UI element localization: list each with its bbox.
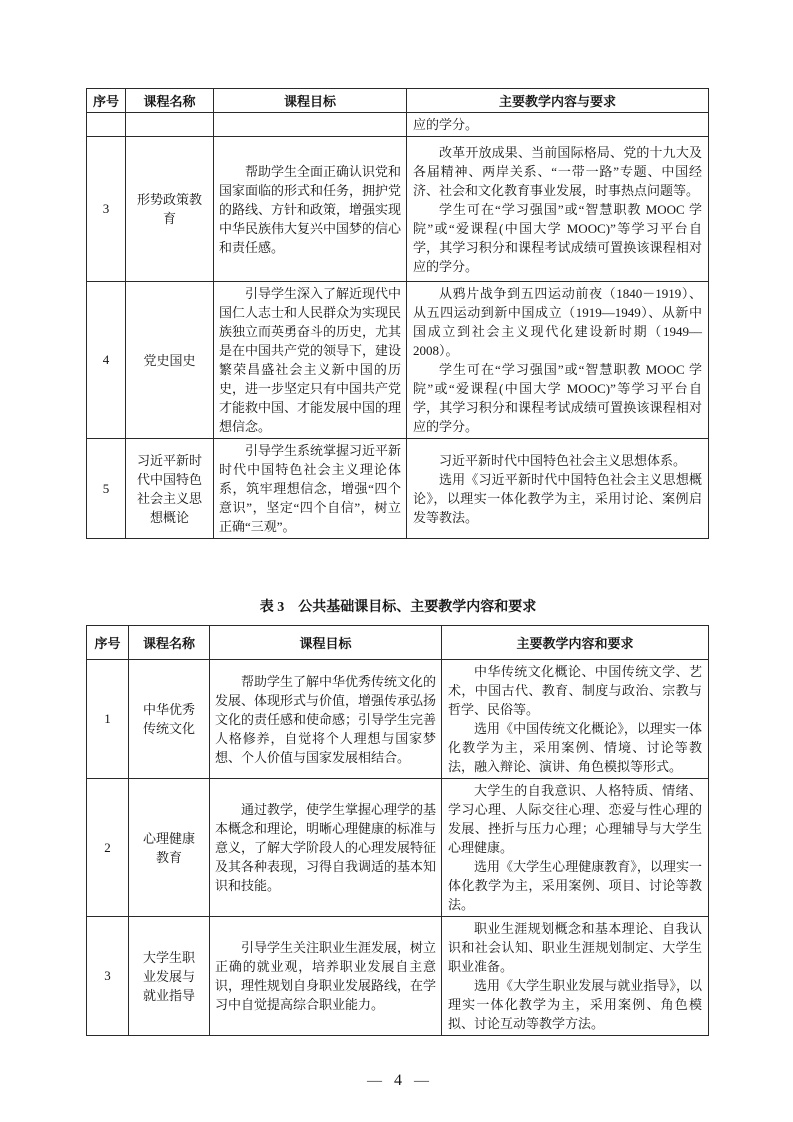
teaching-content-cell xyxy=(442,660,709,779)
course-name-cell: 中华优秀传统文化 xyxy=(129,660,210,779)
row-number-cell: 5 xyxy=(87,439,126,539)
content-paragraph: 选用《大学生职业发展与就业指导》，以理实一体化教学为主，采用案例、角色模拟、讨论互动等教学方法。 xyxy=(448,978,702,1031)
ideology-courses-table xyxy=(86,88,709,539)
public-basic-courses-table xyxy=(86,625,709,1036)
table-row xyxy=(87,439,709,539)
content-paragraph: 大学生的自我意识、人格特质、情绪、学习心理、人际交往心理、恋爱与性心理的发展、挫折与压力心理；心理辅导与大学生心理健康。 xyxy=(448,783,702,855)
objective-paragraph: 引导学生系统掌握习近平新时代中国特色社会主义理论体系，筑牢理想信念，增强“四个意识”，坚定“四个自信”，树立正确“三观”。 xyxy=(219,443,402,534)
header-course-objective: 课程目标 xyxy=(210,626,442,660)
table3-caption-title: 公共基础课目标、主要教学内容和要求 xyxy=(298,600,537,615)
course-objective-cell xyxy=(210,917,442,1036)
footer-right-dash: — xyxy=(414,1073,429,1089)
content-paragraph: 选用《习近平新时代中国特色社会主义思想概论》，以理实一体化教学为主，采用讨论、案例启发等教法。 xyxy=(413,471,702,525)
content-paragraph: 学生可在“学习强国”或“智慧职教 MOOC 学院”或“爱课程(中国大学 MOOC)”等学习平台自学，其学习积分和课程考试成绩可置换该课程相对应的学分。 xyxy=(413,201,702,274)
header-course-objective: 课程目标 xyxy=(214,89,407,113)
continuation-text-cell xyxy=(407,113,709,137)
course-name-cell: 党史国史 xyxy=(126,282,214,439)
header-no: 序号 xyxy=(87,626,129,660)
continuation-paragraph: 应的学分。 xyxy=(413,117,479,132)
table-row xyxy=(87,137,709,282)
teaching-content-cell xyxy=(442,779,709,917)
course-name-cell: 心理健康教育 xyxy=(129,779,210,917)
objective-paragraph: 帮助学生了解中华优秀传统文化的发展、体现形式与价值，增强传承弘扬文化的责任感和使命感；引导学生完善人格修养，自觉将个人理想与国家梦想、个人价值与国家发展相结合。 xyxy=(215,673,437,765)
footer-left-dash: — xyxy=(367,1073,382,1089)
row-number-cell: 1 xyxy=(87,660,129,779)
course-objective-cell xyxy=(214,439,407,539)
teaching-content-cell xyxy=(407,282,709,439)
table3-caption xyxy=(86,599,710,617)
table-row xyxy=(87,282,709,439)
table-row xyxy=(87,660,709,779)
table-row xyxy=(87,779,709,917)
header-teaching-content: 主要教学内容与要求 xyxy=(407,89,709,113)
course-name-cell: 形势政策教育 xyxy=(126,137,214,282)
content-paragraph: 选用《中国传统文化概论》，以理实一体化教学为主，采用案例、情境、讨论等教法，融入辩论、演讲、角色模拟等形式。 xyxy=(448,721,702,774)
course-objective-cell xyxy=(210,660,442,779)
row-number-cell: 2 xyxy=(87,779,129,917)
objective-paragraph: 引导学生关注职业生涯发展，树立正确的就业观，培养职业发展自主意识，理性规划自身职业发展路线，在学习中自觉提高综合职业能力。 xyxy=(215,940,437,1012)
table-header-row xyxy=(87,89,709,113)
course-name-cell: 大学生职业发展与就业指导 xyxy=(129,917,210,1036)
teaching-content-cell xyxy=(407,439,709,539)
teaching-content-cell xyxy=(442,917,709,1036)
course-name-cell: 习近平新时代中国特色社会主义思想概论 xyxy=(126,439,214,539)
course-objective-cell xyxy=(214,282,407,439)
content-paragraph: 改革开放成果、当前国际格局、党的十九大及各届精神、两岸关系、“一带一路”专题、中国经济、社会和文化教育事业发展，时事热点问题等。 xyxy=(413,144,702,198)
page-content xyxy=(86,88,710,1090)
objective-paragraph: 引导学生深入了解近现代中国仁人志士和人民群众为实现民族独立而英勇奋斗的历史，尤其是在中国共产党的领导下，建设繁荣昌盛社会主义新中国的历史，进一步坚定只有中国共产党才能救中国、才能发展中国的理想信念。 xyxy=(219,286,402,434)
header-course-name: 课程名称 xyxy=(126,89,214,113)
content-paragraph: 从鸦片战争到五四运动前夜（1840－1919）、从五四运动到新中国成立（1919—1949）、从新中国成立到社会主义现代化建设新时期（1949—2008）。 xyxy=(413,286,702,358)
objective-paragraph: 帮助学生全面正确认识党和国家面临的形式和任务，拥护党的路线、方针和政策，增强实现中华民族伟大复兴中国梦的信心和责任感。 xyxy=(219,163,402,255)
content-paragraph: 习近平新时代中国特色社会主义思想体系。 xyxy=(439,452,687,468)
header-teaching-content: 主要教学内容和要求 xyxy=(442,626,709,660)
empty-cell xyxy=(214,113,407,137)
page-number: 4 xyxy=(394,1072,402,1089)
continuation-row xyxy=(87,113,709,137)
content-paragraph: 选用《大学生心理健康教育》，以理实一体化教学为主，采用案例、项目、讨论等教法。 xyxy=(448,859,702,912)
table-row xyxy=(87,917,709,1036)
empty-cell xyxy=(126,113,214,137)
row-number-cell: 3 xyxy=(87,917,129,1036)
empty-cell xyxy=(87,113,126,137)
content-paragraph: 中华传统文化概论、中国传统文学、艺术，中国古代、教育、制度与政治、宗教与哲学、民俗等。 xyxy=(448,664,702,717)
course-objective-cell xyxy=(214,137,407,282)
table3-caption-label: 表 3 xyxy=(259,600,285,615)
row-number-cell: 4 xyxy=(87,282,126,439)
header-course-name: 课程名称 xyxy=(129,626,210,660)
objective-paragraph: 通过教学，使学生掌握心理学的基本概念和理论，明晰心理健康的标准与意义，了解大学阶段人的心理发展特征及其各种表现，习得自我调适的基本知识和技能。 xyxy=(215,802,437,893)
content-paragraph: 学生可在“学习强国”或“智慧职教 MOOC 学院”或“爱课程(中国大学 MOOC)”等学习平台自学，其学习积分和课程考试成绩可置换该课程相对应的学分。 xyxy=(413,362,702,434)
table-header-row xyxy=(87,626,709,660)
course-objective-cell xyxy=(210,779,442,917)
header-no: 序号 xyxy=(87,89,126,113)
teaching-content-cell xyxy=(407,137,709,282)
page-footer xyxy=(86,1072,710,1090)
content-paragraph: 职业生涯规划概念和基本理论、自我认识和社会认知、职业生涯规划制定、大学生职业准备。 xyxy=(448,921,702,974)
row-number-cell: 3 xyxy=(87,137,126,282)
